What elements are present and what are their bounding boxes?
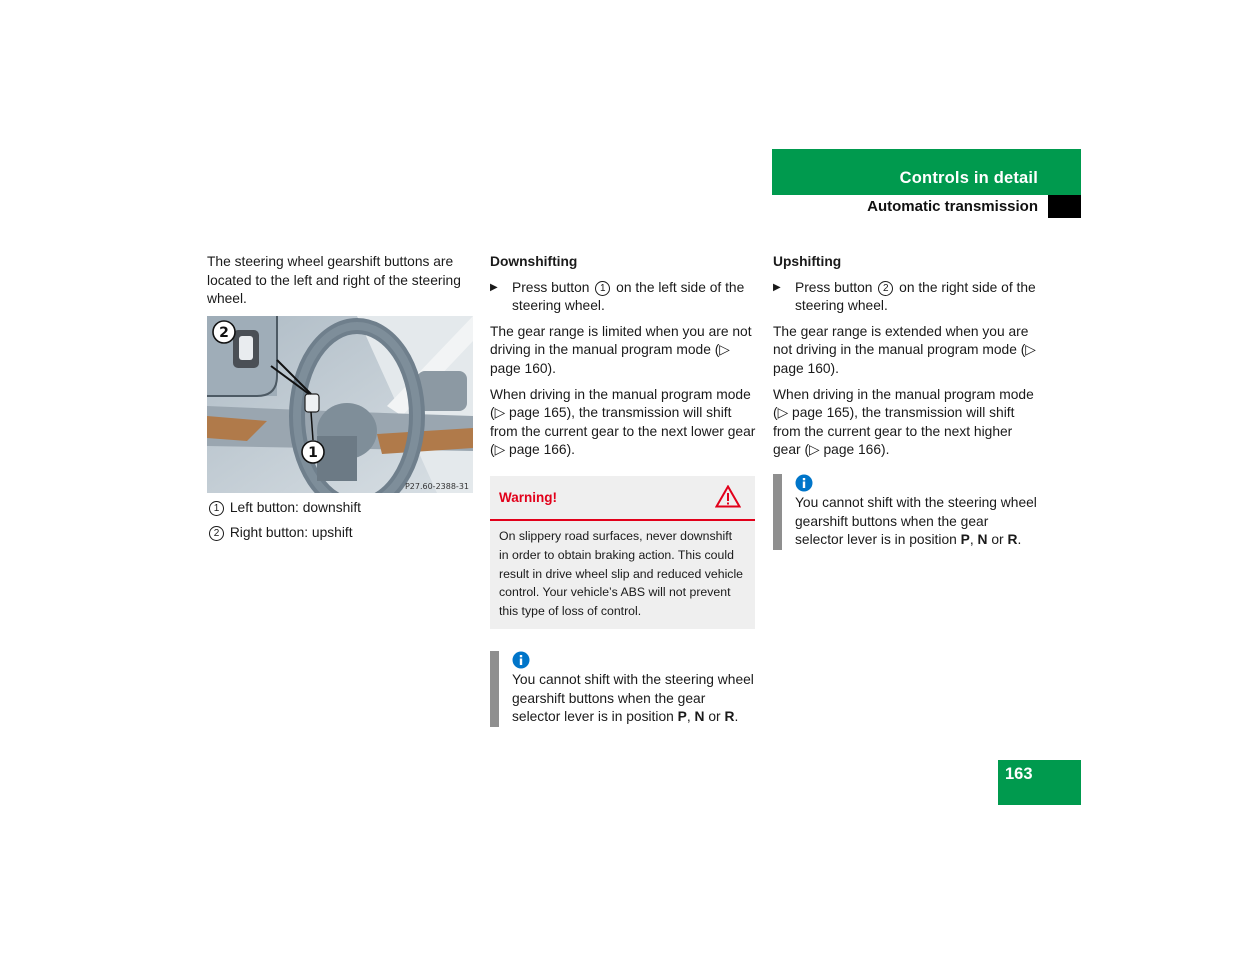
button-number: 1 (595, 281, 610, 296)
triangle-right-icon: ▶ (773, 281, 781, 293)
legend-number: 2 (209, 526, 224, 541)
warning-header (490, 476, 755, 521)
downshifting-heading: Downshifting (490, 254, 578, 269)
info-circle-icon (795, 474, 813, 492)
callout-1: 1 (308, 444, 318, 461)
note-text: You cannot shift with the steering wheel gearshift buttons when the gear selector lever is in position P, N or R. (512, 671, 754, 725)
note-bar (490, 651, 499, 727)
note-text: You cannot shift with the steering wheel gearshift buttons when the gear selector lever is in position P, N or R. (795, 494, 1037, 548)
figure-code: P27.60-2388-31 (404, 481, 469, 491)
button-number: 2 (878, 281, 893, 296)
column-downshifting (490, 253, 756, 727)
gear-range-text: The gear range is limited when you are not driving in the manual program mode (▷ page 160). (490, 323, 752, 376)
legend-item (207, 524, 473, 543)
upshifting-heading: Upshifting (773, 254, 842, 269)
manual-mode-text: When driving in the manual program mode (▷ page 165), the transmission will shift from the current gear to the next higher gear (▷ page 166). (773, 386, 1034, 458)
instruction-step (773, 279, 1039, 316)
legend-text: Right button: upshift (229, 525, 353, 541)
steering-wheel-figure (207, 316, 473, 493)
triangle-right-icon: ▶ (490, 281, 498, 293)
info-note (490, 651, 756, 727)
instruction-text: Press button 1 on the left side of the steering wheel. (512, 279, 745, 314)
legend-item (207, 499, 473, 518)
legend-number: 1 (209, 501, 224, 516)
steering-wheel-illustration (207, 316, 473, 493)
intro-text: The steering wheel gearshift buttons are located to the left and right of the steering wheel. (207, 254, 461, 307)
page-number: 163 (1005, 765, 1033, 783)
note-bar (773, 474, 782, 550)
warning-triangle-icon (715, 485, 741, 508)
callout-2: 2 (219, 324, 229, 341)
header-marker (1048, 195, 1081, 218)
warning-box (490, 476, 755, 629)
info-circle-icon (512, 651, 530, 669)
manual-mode-text: When driving in the manual program mode (▷ page 165), the transmission will shift from the current gear to the next lower gear (▷ page 166). (490, 386, 756, 458)
column-intro (207, 253, 473, 550)
page-number-box (998, 760, 1081, 805)
section-title: Controls in detail (899, 169, 1038, 187)
instruction-text: Press button 2 on the right side of the steering wheel. (795, 279, 1036, 314)
instruction-step (490, 279, 756, 316)
legend-text: Left button: downshift (229, 499, 362, 515)
gear-range-text: The gear range is extended when you are not driving in the manual program mode (▷ page 160). (773, 323, 1036, 376)
info-note (773, 474, 1039, 550)
subsection-title: Automatic transmission (867, 198, 1038, 215)
section-header-bar (772, 149, 1081, 195)
column-upshifting (773, 253, 1039, 550)
warning-title: Warning! (499, 489, 557, 505)
warning-text: On slippery road surfaces, never downshift in order to obtain braking action. This could result in drive wheel slip and reduced vehicle control. Your vehicle’s ABS will not prevent this type of loss of control. (499, 528, 744, 619)
